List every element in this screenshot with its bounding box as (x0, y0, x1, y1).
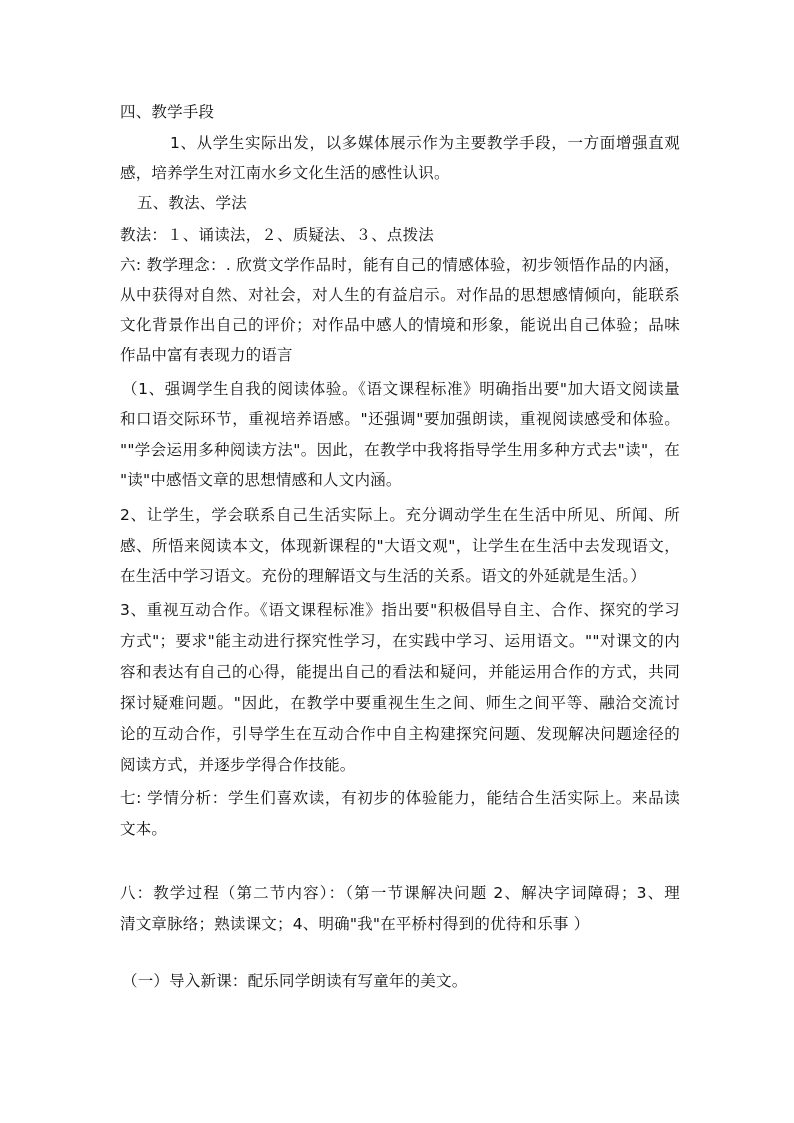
paragraph-line: 文本。 (120, 820, 168, 838)
heading-teaching-means: 四、教学手段 (120, 103, 215, 121)
paragraph-line: 2、让学生，学会联系自己生活实际上。充分调动学生在生活中所见、所闻、所 (120, 506, 680, 524)
paragraph-line: 3、重视互动合作。《语文课程标准》指出要"积极倡导自主、合作、探究的学习 (120, 601, 680, 619)
paragraph-line: 六: 教学理念：. 欣赏文学作品时，能有自己的情感体验，初步领悟作品的内涵， (120, 256, 680, 274)
paragraph-line: 论的互动合作，引导学生在互动合作中自主构建探究问题、发现解决问题途径的 (120, 725, 680, 743)
paragraph-line: 容和表达有自己的心得，能提出自己的看法和疑问，并能运用合作的方式，共同 (120, 663, 680, 681)
paragraph-line: 1、从学生实际出发，以多媒体展示作为主要教学手段，一方面增强直观 (170, 134, 680, 152)
paragraph-line: 探讨疑难问题。"因此，在教学中要重视生生之间、师生之间平等、融洽交流讨 (120, 694, 680, 712)
paragraph-line: "读"中感悟文章的思想情感和人文内涵。 (120, 471, 402, 489)
paragraph-line: （一）导入新课：配乐同学朗读有写童年的美文。 (122, 972, 468, 990)
paragraph-line: 文化背景作出自己的评价；对作品中感人的情境和形象，能说出自己体验；品味 (120, 316, 680, 334)
paragraph-line: 阅读方式，并逐步学得合作技能。 (120, 756, 356, 774)
paragraph-line: 作品中富有表现力的语言 (120, 346, 293, 364)
paragraph-line: 清文章脉络；熟读课文；4、明确"我"在平桥村得到的优待和乐事 ） (120, 915, 590, 933)
paragraph-line: 感、所悟来阅读本文，体现新课程的"大语文观"，让学生在生活中去发现语文， (120, 537, 680, 555)
teaching-methods-line: 教法：１、诵读法，２、质疑法、３、点拨法 (120, 226, 435, 244)
paragraph-line: 从中获得对自然、对社会，对人生的有益启示。对作品的思想感情倾向，能联系 (120, 286, 680, 304)
paragraph-line: 感，培养学生对江南水乡文化生活的感性认识。 (120, 164, 450, 182)
paragraph-line: ""学会运用多种阅读方法"。因此，在教学中我将指导学生用多种方式去"读"，在 (120, 441, 680, 459)
paragraph-line: 八：教学过程（第二节内容）：（第一节课解决问题 2、解决字词障碍；3、理 (120, 884, 680, 902)
paragraph-line: 方式"；要求"能主动进行探究性学习，在实践中学习、运用语文。""对课文的内 (120, 632, 680, 650)
paragraph-line: 和口语交际环节，重视培养语感。"还强调"要加强朗读，重视阅读感受和体验。 (120, 410, 680, 428)
paragraph-line: 在生活中学习语文。充份的理解语文与生活的关系。语文的外延就是生活。） (120, 567, 647, 585)
paragraph-line: （1、强调学生自我的阅读体验。《语文课程标准》明确指出要"加大语文阅读量 (122, 380, 680, 398)
heading-methods: 五、教法、学法 (137, 194, 247, 212)
paragraph-line: 七: 学情分析：学生们喜欢读，有初步的体验能力，能结合生活实际上。来品读 (120, 789, 680, 807)
